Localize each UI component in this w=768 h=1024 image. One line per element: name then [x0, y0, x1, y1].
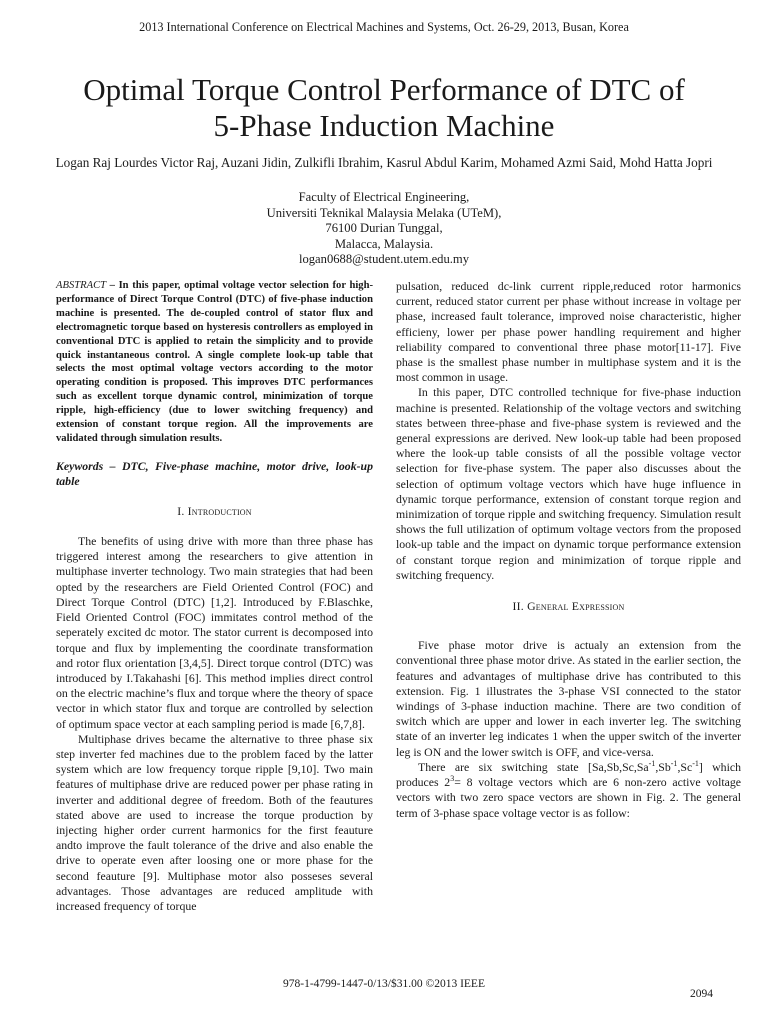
general-expression-paragraph-1: Five phase motor drive is actualy an extension from the conventional three phase motor drive. As stated in the earlier section, the features and advantages of multiphase drive has contributed to this extension. Fig. 1 illustrates the 3-phase VSI connected to the stator windings of 3-phase induction machine. There are two condition of switch which are upper and lower in each inverter leg. The switching state of an inverter leg indicates 1 when the upper switch of the inverter leg is ON and the lower switch is OFF, and vice-versa.: [396, 638, 741, 759]
right-column: [396, 279, 741, 821]
section-heading-general-expression: II. General Expression: [512, 599, 625, 614]
title-line-2: 5-Phase Induction Machine: [213, 108, 555, 143]
introduction-paragraph-1: The benefits of using drive with more than three phase has triggered interest among the researchers to give attention in multiphase inverter technology. Two main strategies that had been opted by the researchers are Field Oriented Control (FOC) and Direct Torque Control (DTC) [1,2]. Introduced by F.Blaschke, Field Oriented Control (FOC) immitates control method of the seperately excited dc motor. The stator current is decomposed into torque and flux by implementing the coordinate transformation and rotor flux orientation [3,4,5]. Direct torque control (DTC) was introduced by I.Takahashi [6]. This method implies direct control on the electric machine’s flux and torque where the theory of space vector in which stator flux and torque are controlled by selection of optimum space vector at each sampling period is made [6,7,8].: [56, 534, 373, 731]
affiliation-university: Universiti Teknikal Malaysia Melaka (UTeM),: [266, 205, 502, 220]
title-line-1: Optimal Torque Control Performance of DTC of: [83, 72, 685, 107]
introduction-paragraph-2: Multiphase drives became the alternative to three phase six step inverter fed machines due to the problem faced by the latter system which are low frequency torque ripple [9,10]. Two main features of multiphase drive are reduced power per phase rating in inverter and additional degree of freedom. Both of the feautures stated above are used to increase the torque production by injecting higher order current harmonics for the first feauture andto improve the fault tolerance of the drive and also enable the drive to operate even after loosing one or more phase for the second feauture [9]. Multiphase motor also posseses several advantages. Those advantages are reduced amplitude with increased frequency of torque: [56, 731, 373, 913]
general-expression-paragraph-2: There are six switching state $[Sa,Sb,Sc,Sa^{-1},Sb^{-1},Sc^{-1}]$ which produces $2^3= 8$ voltage vectors which are 6 non-zero active voltage vectors with two zero space vectors are shown in Fig. 2. The general term of 3-phase space voltage vector is as follow:: [396, 758, 741, 820]
abstract-text: – In this paper, optimal voltage vector selection for high-performance of Direct Torque Control (DTC) of five-phase induction machine is presented. The de-coupled control of stator flux and electromagnetic torque based on hysteresis controllers as employed in conventional DTC is applied to retain the simplicity and to provide quick instantaneous control. A single complete look-up table that selects the most optimal voltage vectors according to the motor operating condition is proposed. This improves DTC performances such as excellent torque dynamic control, minimization of torque ripple, high-efficiency (due to lower switching frequency) and extension of constant torque region. All the improvements are validated through simulation results.: [56, 280, 373, 444]
paper-title: [40, 72, 728, 144]
abstract: [56, 279, 373, 446]
author-list: Logan Raj Lourdes Victor Raj, Auzani Jidin, Zulkifli Ibrahim, Kasrul Abdul Karim, Mohamed Azmi Said, Mohd Hatta Jopri: [55, 155, 713, 170]
conference-header: 2013 International Conference on Electrical Machines and Systems, Oct. 26-29, 2013, Busan, Korea: [139, 20, 629, 34]
footer-isbn: 978-1-4799-1447-0/13/$31.00 ©2013 IEEE: [283, 978, 485, 990]
left-column: [56, 279, 373, 914]
affiliation-postcode: 76100 Durian Tunggal,: [325, 221, 443, 235]
affiliation-faculty: Faculty of Electrical Engineering,: [298, 190, 470, 204]
keywords: Keywords – DTC, Five-phase machine, motor drive, look-up table: [56, 458, 373, 488]
affiliation-country: Malacca, Malaysia.: [334, 236, 434, 251]
introduction-paragraph-3: pulsation, reduced dc-link current ripple,reduced rotor harmonics current, reduced stator current per phase without increase in voltage per phase, increased fault tolerance, improved noise characteristic, higher efficieny, lower per phase power handling requirement and higher reliability compared to conventional three phase motor[11-17]. Five phase is the smallest phase number in multiphase system and it is the most common in usage.: [396, 279, 741, 385]
introduction-paragraph-4: In this paper, DTC controlled technique for five-phase induction machine is presented. Relationship of the voltage vectors and switching states between three-phase and five-phase system is reviewed and the general expressions are derived. New look-up table had been proposed where the look-up table consists of all the possible voltage vector selection for five-phase system. The paper also discusses about the selection of optimum voltage vectors which have huge influence in dynamic torque performance, extension of constant torque region and minimization of torque ripple and switching frequency. Simulation result shows the full utilization of optimum voltage vectors from the proposed look-up table and the impact on dynamic torque performance extension of constant torque region and minimization of torque ripple and switching frequency.: [396, 385, 741, 582]
abstract-label: ABSTRACT: [56, 280, 107, 291]
page-number: 2094: [690, 988, 713, 1000]
affiliation-block: [100, 190, 668, 268]
section-heading-introduction: I. Introduction: [177, 503, 252, 518]
author-email: logan0688@student.utem.edu.my: [298, 252, 470, 266]
